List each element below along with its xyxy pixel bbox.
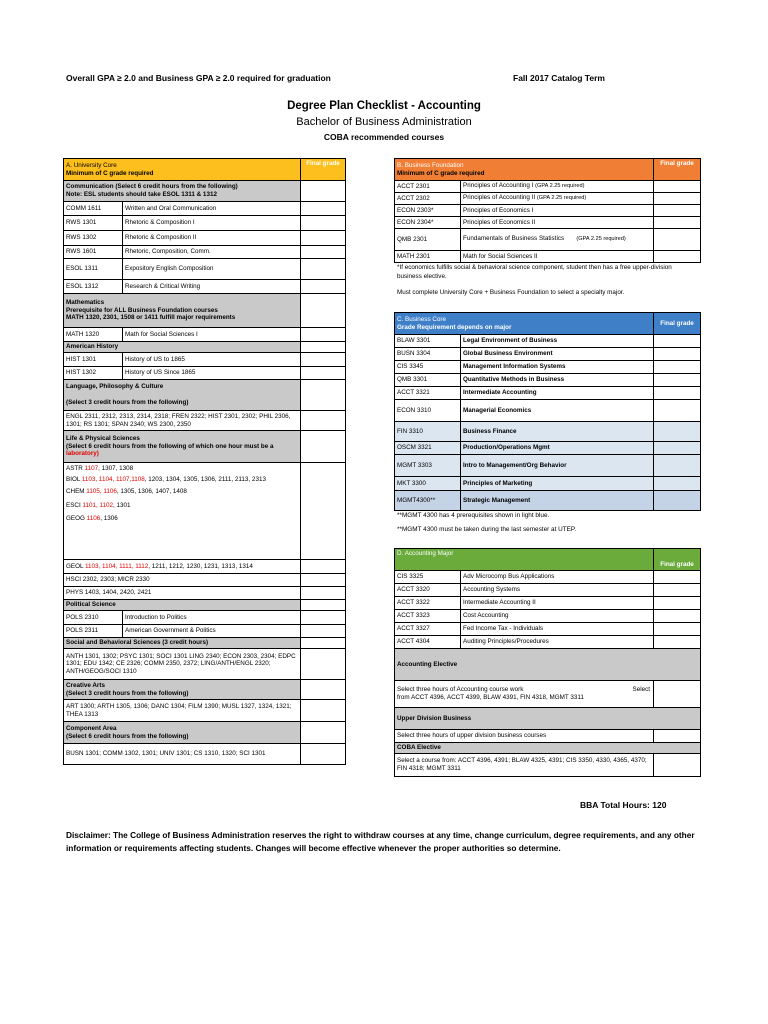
chem-line: CHEM 1105, 1106, 1305, 1306, 1407, 1408: [66, 487, 187, 495]
grade-cell[interactable]: [301, 463, 346, 560]
grade-cell[interactable]: [301, 680, 346, 700]
grade-cell[interactable]: [654, 442, 701, 455]
course-code: FIN 3310: [395, 422, 461, 442]
course-code: ACCT 3322: [395, 597, 461, 610]
political-science-header: Political Science: [64, 600, 301, 611]
course-name: Management Information Systems: [461, 361, 654, 374]
course-code: HIST 1302: [64, 367, 123, 380]
grade-cell[interactable]: [301, 625, 346, 638]
course-name: Introduction to Politics: [123, 611, 301, 625]
page-title: Degree Plan Checklist - Accounting: [287, 100, 481, 112]
grade-cell[interactable]: [654, 422, 701, 442]
grade-cell[interactable]: [301, 380, 346, 411]
course-name: Math for Social Sciences II: [461, 251, 654, 263]
grade-cell[interactable]: [654, 374, 701, 387]
science-course-list: [64, 463, 301, 560]
course-name: Strategic Management: [461, 491, 654, 511]
grade-cell[interactable]: [654, 205, 701, 217]
grade-cell[interactable]: [301, 353, 346, 367]
course-name: Accounting Systems: [461, 584, 654, 597]
grade-cell[interactable]: [301, 611, 346, 625]
specialty-major-note: Must complete University Core + Business Foundation to select a specialty major.: [397, 289, 625, 296]
hsci-line: HSCI 2302, 2303; MICR 2330: [64, 574, 301, 587]
grade-cell[interactable]: [654, 754, 701, 777]
grade-cell[interactable]: [654, 491, 701, 511]
grade-cell[interactable]: [654, 571, 701, 584]
course-name: Principles of Economics I: [461, 205, 654, 217]
grade-cell[interactable]: [301, 294, 346, 328]
course-code: ACCT 4304: [395, 636, 461, 649]
esci-line: ESCI 1101, 1102, 1301: [66, 502, 131, 510]
upper-division-text: Select three hours of upper division business courses: [395, 730, 654, 743]
grade-cell[interactable]: [301, 574, 346, 587]
course-name: Principles of Economics II: [461, 217, 654, 229]
final-grade-header: Final grade: [654, 549, 701, 571]
social-sciences-header: Social and Behavioral Sciences (3 credit hours): [64, 638, 301, 649]
course-code: QMB 2301: [395, 229, 461, 251]
course-name: Rhetoric & Composition I: [123, 216, 301, 231]
course-code: RWS 1601: [64, 246, 123, 259]
grade-cell[interactable]: [654, 584, 701, 597]
course-name: Rhetoric, Composition, Comm.: [123, 246, 301, 259]
course-name: Principles of Accounting I (GPA 2.25 required): [461, 181, 654, 193]
grade-cell[interactable]: [654, 181, 701, 193]
grade-cell[interactable]: [301, 231, 346, 246]
course-code: MGMT4300**: [395, 491, 461, 511]
course-name: Adv Microcomp Bus Applications: [461, 571, 654, 584]
course-code: POLS 2311: [64, 625, 123, 638]
accounting-major-table: [394, 548, 701, 777]
course-code: ECON 3310: [395, 400, 461, 422]
grade-cell[interactable]: [301, 216, 346, 231]
grade-cell[interactable]: [654, 387, 701, 400]
course-name: History of US to 1865: [123, 353, 301, 367]
grade-cell[interactable]: [301, 600, 346, 611]
geog-line: GEOG 1106, 1306: [66, 514, 118, 522]
course-code: ACCT 3321: [395, 387, 461, 400]
grade-cell[interactable]: [654, 730, 701, 743]
grade-cell[interactable]: [301, 722, 346, 744]
course-name: Research & Critical Writing: [123, 280, 301, 294]
course-code: RWS 1301: [64, 216, 123, 231]
grade-cell[interactable]: [654, 400, 701, 422]
course-name: Fed Income Tax - Individuals: [461, 623, 654, 636]
course-code: ACCT 2302: [395, 193, 461, 205]
course-code: HIST 1301: [64, 353, 123, 367]
grade-cell[interactable]: [301, 411, 346, 431]
grade-cell[interactable]: [301, 744, 346, 765]
course-code: ESOL 1311: [64, 259, 123, 280]
grade-cell[interactable]: [654, 597, 701, 610]
phys-line: PHYS 1403, 1404, 2420, 2421: [64, 587, 301, 600]
astr-line: ASTR 1107, 1307, 1308: [66, 465, 134, 472]
course-name: Expository English Composition: [123, 259, 301, 280]
course-name: Intermediate Accounting: [461, 387, 654, 400]
course-name: Business Finance: [461, 422, 654, 442]
final-grade-header: Final grade: [654, 313, 701, 335]
accounting-elective-header: Accounting Elective: [395, 649, 701, 681]
grade-cell[interactable]: [301, 246, 346, 259]
course-name: History of US Since 1865: [123, 367, 301, 380]
business-foundation-header: B. Business Foundation Minimum of C grade required: [395, 159, 654, 181]
course-code: ESOL 1312: [64, 280, 123, 294]
grade-cell[interactable]: [301, 259, 346, 280]
course-name: American Government & Politics: [123, 625, 301, 638]
coba-elective-text: Select a course from: ACCT 4396, 4391; BLAW 4325, 4391; CIS 3350, 4330, 4365, 4370; FIN 4318; MGMT 3311: [395, 754, 654, 777]
grade-cell[interactable]: [301, 431, 346, 463]
creative-arts-header: Creative Arts (Select 3 credit hours from the following): [64, 680, 301, 700]
grade-cell[interactable]: [654, 361, 701, 374]
course-name: Quantitative Methods in Business: [461, 374, 654, 387]
grade-cell[interactable]: [654, 217, 701, 229]
gpa-requirement: Overall GPA ≥ 2.0 and Business GPA ≥ 2.0 required for graduation: [66, 73, 331, 83]
mathematics-header: Mathematics Prerequisite for ALL Business Foundation courses MATH 1320, 2301, 1508 or 1411 fulfill major requirements: [64, 294, 301, 328]
course-code: ACCT 3327: [395, 623, 461, 636]
accounting-elective-text: Select three hours of Accounting course work Select from ACCT 4396, ACCT 4399, BLAW 4391, FIN 4318, MGMT 3311: [395, 681, 654, 708]
university-core-table-main: [63, 158, 346, 765]
grade-cell[interactable]: [654, 348, 701, 361]
course-name: Intermediate Accounting II: [461, 597, 654, 610]
catalog-term: Fall 2017 Catalog Term: [513, 73, 605, 83]
final-grade-header: Final grade: [654, 159, 701, 181]
course-code: QMB 3301: [395, 374, 461, 387]
course-name: Global Business Environment: [461, 348, 654, 361]
page-subtitle: COBA recommended courses: [323, 132, 445, 142]
grade-cell[interactable]: [654, 455, 701, 477]
biol-line: BIOL 1103, 1104, 1107,1108, 1203, 1304, 1305, 1306, 2111, 2113, 2313: [66, 475, 266, 483]
mgmt4300-prereq-note: **MGMT 4300 has 4 prerequisites shown in light blue.: [397, 512, 550, 519]
geol-line: GEOL 1103, 1104, 1111, 1112, 1211, 1212, 1230, 1231, 1313, 1314: [64, 560, 301, 574]
grade-cell[interactable]: [301, 367, 346, 380]
total-hours: BBA Total Hours: 120: [580, 800, 667, 810]
grade-cell[interactable]: [301, 649, 346, 680]
course-name: Principles of Marketing: [461, 477, 654, 491]
course-name: Auditing Principles/Procedures: [461, 636, 654, 649]
grade-cell[interactable]: [654, 636, 701, 649]
course-code: ACCT 3323: [395, 610, 461, 623]
grade-cell[interactable]: [301, 280, 346, 294]
mgmt4300-semester-note: **MGMT 4300 must be taken during the last semester at UTEP.: [397, 526, 577, 533]
course-name: Managerial Economics: [461, 400, 654, 422]
grade-cell[interactable]: [654, 477, 701, 491]
university-core-header: A. University Core Minimum of C grade required: [64, 159, 301, 181]
social-course-list: ANTH 1301, 1302; PSYC 1301; SOCI 1301 LING 2340; ECON 2303, 2304; EDPC 1301; EDU 1342; CE 2326; COMM 2350, 2372; LING/ANTH/ENGL 2320; ANTH/GEOG/SOCI 1310: [64, 649, 301, 680]
course-code: ACCT 2301: [395, 181, 461, 193]
course-code: MATH 1320: [64, 328, 123, 342]
course-code: RWS 1302: [64, 231, 123, 246]
course-code: COMM 1611: [64, 202, 123, 216]
course-code: ECON 2303*: [395, 205, 461, 217]
course-name: Principles of Accounting II (GPA 2.25 required): [461, 193, 654, 205]
final-grade-header: Final grade: [301, 159, 346, 181]
component-course-list: BUSN 1301; COMM 1302, 1301; UNIV 1301; CS 1310, 1320; SCI 1301: [64, 744, 301, 765]
grade-cell[interactable]: [301, 638, 346, 649]
grade-cell[interactable]: [654, 681, 701, 708]
course-name: Cost Accounting: [461, 610, 654, 623]
grade-cell[interactable]: [654, 193, 701, 205]
component-area-header: Component Area (Select 6 credit hours from the following): [64, 722, 301, 744]
course-code: POLS 2310: [64, 611, 123, 625]
grade-cell[interactable]: [654, 623, 701, 636]
business-core-header: C. Business Core Grade Requirement depends on major: [395, 313, 654, 335]
accounting-major-header: D. Accounting Major: [395, 549, 654, 571]
course-name: Intro to Management/Org Behavior: [461, 455, 654, 477]
grade-cell[interactable]: [654, 335, 701, 348]
economics-footnote: *If economics fulfills social & behavioral science component, student then has a free upper-division business elective.: [397, 264, 672, 280]
course-code: BLAW 3301: [395, 335, 461, 348]
arts-course-list: ART 1300; ARTH 1305, 1306; DANC 1304; FILM 1390; MUSL 1327, 1324, 1321; THEA 1313: [64, 700, 301, 722]
business-foundation-table: [394, 158, 701, 263]
course-name: Math for Social Sciences I: [123, 328, 301, 342]
grade-cell[interactable]: [301, 342, 346, 353]
course-code: OSCM 3321: [395, 442, 461, 455]
course-code: MGMT 3303: [395, 455, 461, 477]
degree-name: Bachelor of Business Administration: [296, 116, 472, 128]
course-name: Legal Environment of Business: [461, 335, 654, 348]
language-header: Language, Philosophy & Culture (Select 3 credit hours from the following): [64, 380, 301, 411]
business-core-table: [394, 312, 701, 511]
grade-cell[interactable]: [301, 587, 346, 600]
grade-cell[interactable]: [301, 202, 346, 216]
course-name: Fundamentals of Business Statistics (GPA 2.25 required): [461, 229, 654, 251]
grade-cell[interactable]: [301, 700, 346, 722]
course-name: Production/Operations Mgmt: [461, 442, 654, 455]
course-code: ECON 2304*: [395, 217, 461, 229]
course-code: ACCT 3320: [395, 584, 461, 597]
grade-cell[interactable]: [654, 229, 701, 251]
language-course-list: ENGL 2311, 2312, 2313, 2314, 2318; FREN 2322; HIST 2301, 2302; PHIL 2306, 1301; RS 1301; SPAN 2340; WS 2300, 2350: [64, 411, 301, 431]
grade-cell[interactable]: [301, 328, 346, 342]
history-header: American History: [64, 342, 301, 353]
grade-cell[interactable]: [654, 251, 701, 263]
grade-cell[interactable]: [654, 610, 701, 623]
grade-cell[interactable]: [301, 560, 346, 574]
course-name: Written and Oral Communication: [123, 202, 301, 216]
course-name: Rhetoric & Composition II: [123, 231, 301, 246]
coba-elective-header: COBA Elective: [395, 743, 701, 754]
communication-header: Communication (Select 6 credit hours from the following) Note: ESL students should take ESOL 1311 & 1312: [64, 181, 301, 202]
course-code: CIS 3325: [395, 571, 461, 584]
life-sciences-header: Life & Physical Sciences (Select 6 credit hours from the following of which one hour must be a laboratory): [64, 431, 301, 463]
course-code: MKT 3300: [395, 477, 461, 491]
course-code: MATH 2301: [395, 251, 461, 263]
course-code: CIS 3345: [395, 361, 461, 374]
upper-division-header: Upper Division Business: [395, 708, 701, 730]
disclaimer: Disclaimer: The College of Business Administration reserves the right to withdraw courses at any time, change curriculum, degree requirements, and any other information or requirements affecting students. Changes will become effective whenever the proper authorities so determine.: [66, 830, 695, 853]
grade-cell[interactable]: [301, 181, 346, 202]
course-code: BUSN 3304: [395, 348, 461, 361]
